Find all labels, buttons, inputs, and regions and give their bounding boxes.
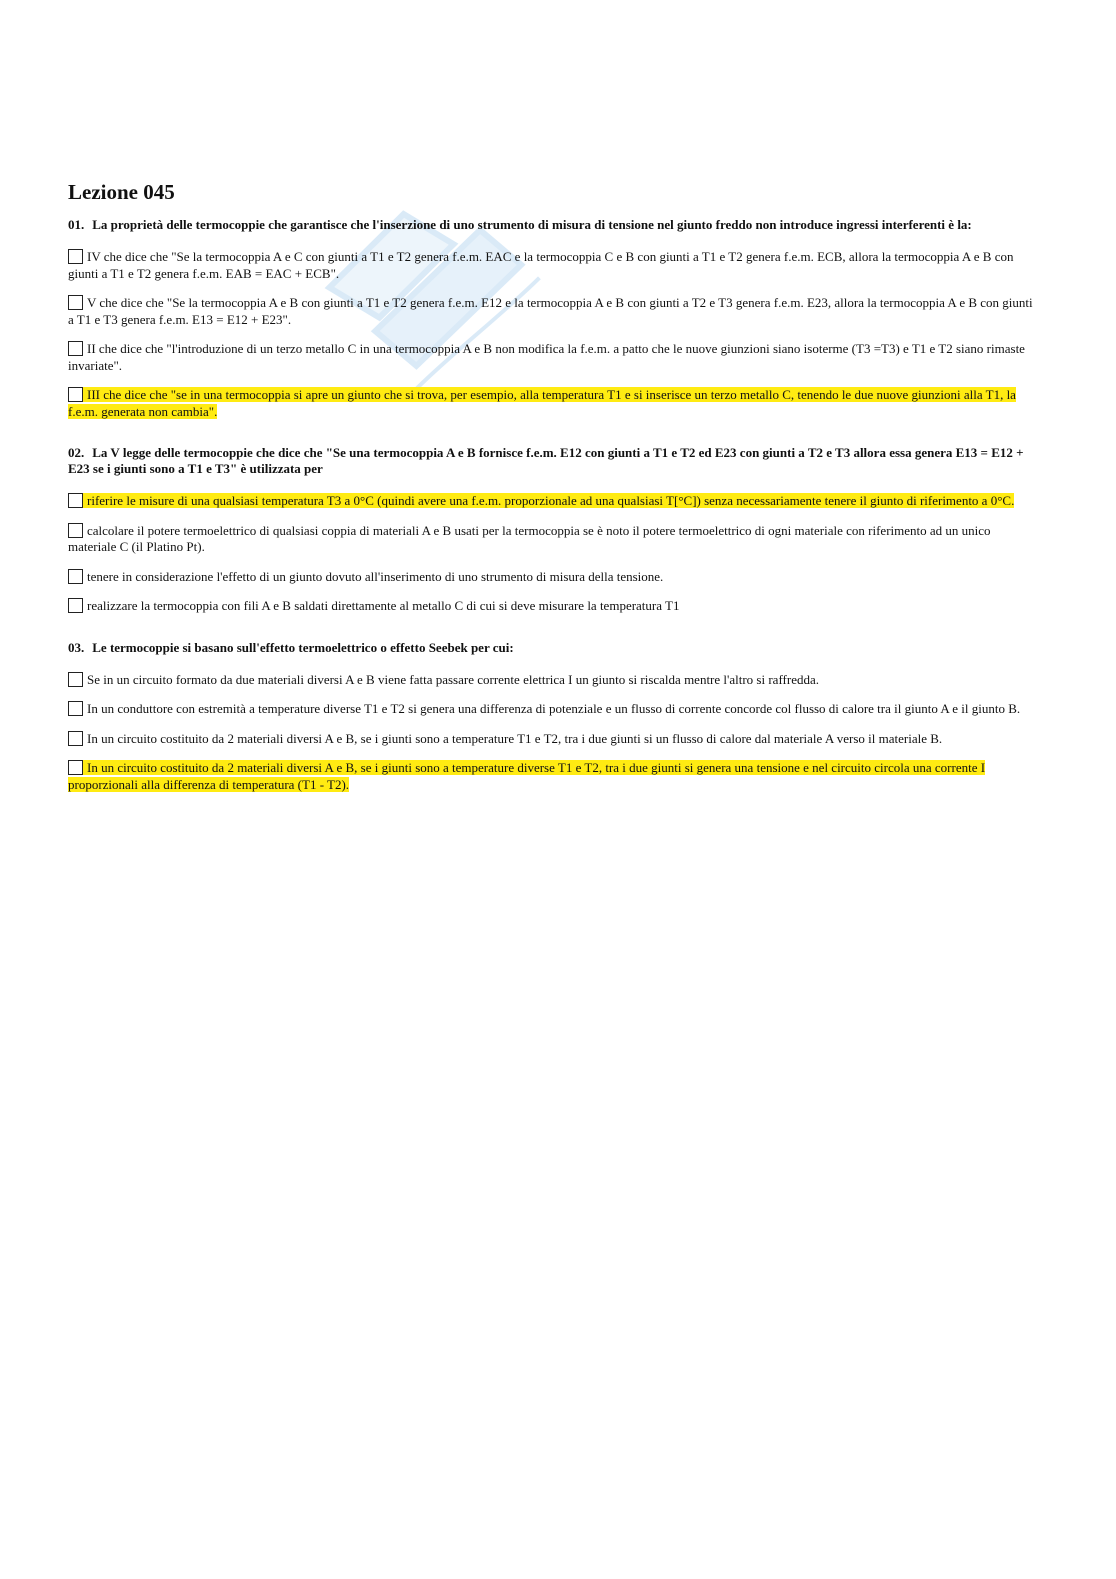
document-page (68, 180, 1040, 806)
answer-option[interactable] (68, 569, 1040, 586)
checkbox[interactable] (68, 387, 83, 402)
answer-text: Se in un circuito formato da due materiali diversi A e B viene fatta passare corrente elettrica I un giunto si riscalda mentre l'altro si raffredda. (87, 671, 819, 687)
answer-option[interactable] (68, 249, 1040, 282)
checkbox[interactable] (68, 341, 83, 356)
checkbox[interactable] (68, 672, 83, 687)
answer-option[interactable] (68, 701, 1040, 718)
answer-text: realizzare la termocoppia con fili A e B saldati direttamente al metallo C di cui si deve misurare la temperatura T1 (87, 598, 680, 613)
answer-text: V che dice che "Se la termocoppia A e B con giunti a T1 e T2 genera f.e.m. E12 e la termocoppia A e B con giunti a T2 e T3 genera f.e.m. E23, allora la termocoppia A e B con giunti a T1 e T3 genera f.e.m. E13 = E12 + E23". (68, 295, 1033, 327)
answer-option[interactable] (68, 672, 1040, 689)
answer-option[interactable] (68, 341, 1040, 374)
answer-option[interactable] (68, 295, 1040, 328)
question-number: 02. (68, 445, 85, 460)
answer-text: calcolare il potere termoelettrico di qualsiasi coppia di materiali A e B usati per la termocoppia se è noto il potere termoelettrico di ogni materiale con riferimento ad un unico materiale C (il Platino Pt). (68, 522, 991, 554)
highlight (68, 387, 1016, 419)
checkbox[interactable] (68, 569, 83, 584)
question-02 (68, 445, 1040, 477)
answer-option-correct[interactable] (68, 387, 1040, 420)
answer-text: In un conduttore con estremità a temperature diverse T1 e T2 si genera una differenza di potenziale e un flusso di corrente concorde col flusso di calore tra il giunto A e il giunto B. (87, 701, 1021, 716)
answer-option[interactable] (68, 731, 1040, 748)
checkbox[interactable] (68, 295, 83, 310)
question-number: 01. (68, 217, 85, 232)
checkbox[interactable] (68, 249, 83, 264)
checkbox[interactable] (68, 598, 83, 613)
answer-text: III che dice che "se in una termocoppia si apre un giunto che si trova, per esempio, alla temperatura T1 e si inserisce un terzo metallo C, tenendo le due nuove giunzioni alla T1, la f.e.m. generata non cambia". (68, 387, 1016, 419)
answer-text: In un circuito costituito da 2 materiali diversi A e B, se i giunti sono a temperature diverse T1 e T2, tra i due giunti si genera una tensione e nel circuito circola una corrente I proporzionali alla differenza di temperatura (T1 - T2). (68, 760, 986, 792)
answer-text: IV che dice che "Se la termocoppia A e C con giunti a T1 e T2 genera f.e.m. EAC e la termocoppia C e B con giunti a T1 e T2 genera f.e.m. ECB, allora la termocoppia A e B con giunti a T1 e T2 genera f.e.m. EAB = EAC + ECB". (68, 249, 1014, 281)
lesson-title: Lezione 045 (68, 180, 175, 204)
checkbox[interactable] (68, 701, 83, 716)
checkbox[interactable] (68, 493, 83, 508)
highlight (68, 760, 985, 792)
checkbox[interactable] (68, 731, 83, 746)
answer-text: In un circuito costituito da 2 materiali diversi A e B, se i giunti sono a temperature T1 e T2, tra i due giunti si un flusso di calore dal materiale A verso il materiale B. (87, 730, 943, 746)
question-03 (68, 640, 1040, 656)
highlight (68, 493, 1014, 508)
answer-text: tenere in considerazione l'effetto di un giunto dovuto all'inserimento di uno strumento di misura della tensione. (87, 568, 664, 584)
question-text: Le termocoppie si basano sull'effetto termoelettrico o effetto Seebek per cui: (92, 639, 514, 655)
checkbox[interactable] (68, 523, 83, 538)
answer-text: II che dice che "l'introduzione di un terzo metallo C in una termocoppia A e B non modifica la f.e.m. a patto che le nuove giunzioni siano isoterme (T3 =T3) e T1 e T2 siano rimaste invariate". (68, 341, 1025, 373)
answer-option[interactable] (68, 523, 1040, 556)
question-text: La proprietà delle termocoppie che garantisce che l'inserzione di uno strumento di misura di tensione nel giunto freddo non introduce ingressi interferenti è la: (92, 217, 972, 232)
question-number: 03. (68, 639, 85, 655)
question-01 (68, 217, 1040, 233)
answer-option[interactable] (68, 598, 1040, 615)
checkbox[interactable] (68, 760, 83, 775)
question-text: La V legge delle termocoppie che dice che "Se una termocoppia A e B fornisce f.e.m. E12 con giunti a T1 e T2 ed E23 con giunti a T2 e T3 allora essa genera E13 = E12 + E23 se i giunti sono a T1 e T3" è utilizzata per (68, 445, 1024, 476)
answer-option-correct[interactable] (68, 760, 1040, 793)
answer-option-correct[interactable] (68, 493, 1040, 510)
answer-text: riferire le misure di una qualsiasi temperatura T3 a 0°C (quindi avere una f.e.m. proporzionale ad una qualsiasi T[°C]) senza necessariamente tenere il giunto di riferimento a 0°C. (87, 493, 1015, 508)
